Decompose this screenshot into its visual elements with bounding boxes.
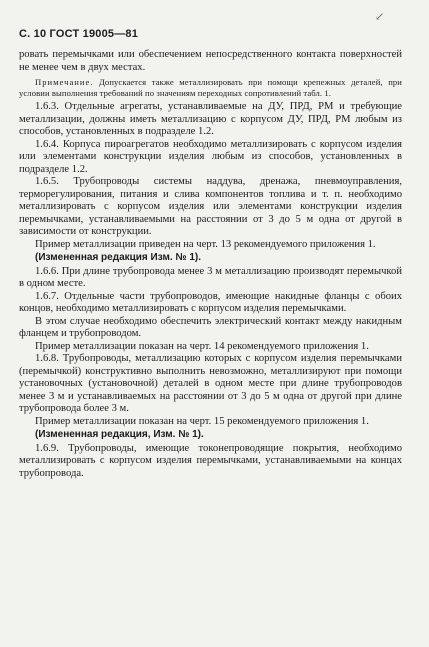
paragraph-1-6-9: 1.6.9. Трубопроводы, имеющие токонепроводящие покрытия, необходимо металлизировать с корпусом изделия перемычками, устанавливаемыми на концах трубопровода. [19, 442, 402, 479]
paragraph-continuation: В этом случае необходимо обеспечить электрический контакт между накидным фланцем и трубопроводом. [19, 315, 402, 339]
example-paragraph: Пример металлизации приведен на черт. 13 рекомендуемого приложения 1. [35, 238, 376, 250]
amendment-note: (Измененная редакция Изм. № 1). [35, 252, 202, 263]
pencil-mark-icon: ↙ [375, 11, 385, 23]
note-label: Примечание. [35, 77, 94, 87]
paragraph-1-6-3: 1.6.3. Отдельные агрегаты, устанавливаемые на ДУ, ПРД, РМ и требующие металлизации, должны иметь металлизацию с корпусом ДУ, ПРД, РМ любым из способов, установленных в подразделе 1.2. [19, 101, 402, 137]
amendment-note: (Измененная редакция, Изм. № 1). [35, 429, 204, 440]
note-text: Допускается также металлизировать при помощи крепежных деталей, при условии выполнения требований по значениям переходных сопротивлений табл. 1. [19, 77, 402, 98]
document-body [19, 49, 402, 480]
paragraph-1-6-4: 1.6.4. Корпуса пироагрегатов необходимо металлизировать с корпусом изделия или элементами конструкции изделия любым из способов, установленных в подразделе 1.2. [19, 138, 402, 175]
paragraph-1-6-7: 1.6.7. Отдельные части трубопроводов, имеющие накидные фланцы с обоих концов, необходимо металлизировать с корпусом изделия перемычками. [19, 290, 402, 314]
example-paragraph: Пример металлизации показан на черт. 14 рекомендуемого приложения 1. [35, 340, 369, 352]
paragraph-1-6-6: 1.6.6. При длине трубопровода менее 3 м металлизацию производят перемычкой в одном месте. [19, 265, 402, 289]
paragraph-1-6-5: 1.6.5. Трубопроводы системы наддува, дренажа, пневмоуправления, терморегулирования, питания и слива компонентов топлива и т. п. необходимо металлизировать с корпусом изделия или элементами конструкции изделия перемычками, устанавливаемыми на расстоянии от 3 до 5 м одна от другой в зависимости от конструкции. [19, 176, 402, 237]
note-paragraph [19, 77, 402, 98]
page-header: С. 10 ГОСТ 19005—81 [19, 28, 139, 40]
example-paragraph: Пример металлизации показан на черт. 15 рекомендуемого приложения 1. [35, 415, 369, 427]
paragraph-1-6-8: 1.6.8. Трубопроводы, металлизацию которых с корпусом изделия перемычками (перемычкой) конструктивно выполнить невозможно, металлизируют при помощи установочных (установочной) деталей в одном месте при длине трубопроводов менее 3 м и устанавливаемых на расстоянии от 3 до 5 м одна от другой при длине трубопровода более 3 м. [19, 353, 402, 414]
paragraph-continuation: ровать перемычками или обеспечением непосредственного контакта поверхностей не менее чем в двух местах. [19, 49, 402, 73]
